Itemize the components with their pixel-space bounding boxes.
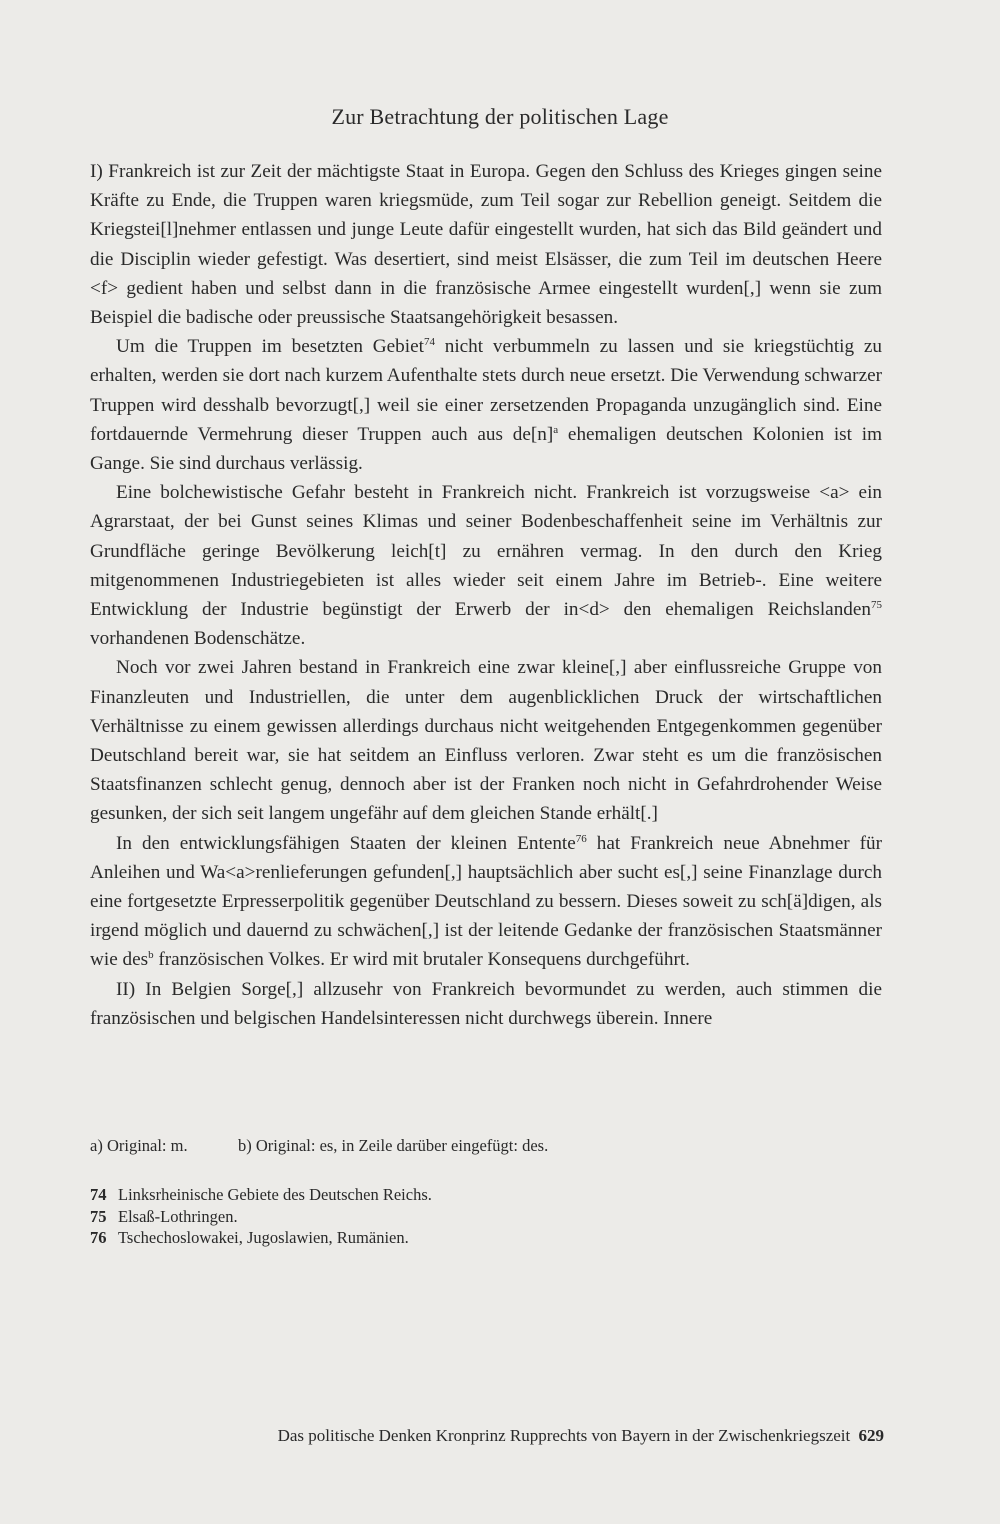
paragraph-2: Um die Truppen im besetzten Gebiet$^{74}$ nicht verbummeln zu lassen und sie kriegstüchtig zu erhalten, werden sie dort nach kurzem Aufenthalte stets durch neue ersetzt. Die Verwendung schwarzer Truppen wird desshalb bevorzugt[,] weil sie einer zersetzenden Propaganda unzugänglich sind. Eine fortdauernde Vermehrung dieser Truppen auch aus $de[n]^a$ ehemaligen deutschen Kolonien ist im Gange. Sie sind durchaus verlässig. bbox=[90, 336, 883, 475]
footnote-ref-75[interactable]: 75 bbox=[871, 599, 882, 612]
text-note-ref-a[interactable]: a bbox=[553, 423, 559, 436]
page-number: 629 bbox=[858, 1426, 884, 1445]
text-note-a: a) Original: m. bbox=[90, 1136, 188, 1155]
paragraph-5: In den entwicklungsfähigen Staaten der kleinen Entente$^{76}$ hat Frankreich neue Abnehmer für Anleihen und Wa<a>renlieferungen gefunden[,] hauptsächlich aber sucht es[,] seine Finanzlage durch eine fortgesetzte Erpresserpolitik gegenüber Deutschland zu bessern. Dieses soweit zu sch[ä]digen, als irgend möglich und dauernd zu schwächen[,] ist der leitende Gedanke der französischen Staatsmänner wie des$^b$ französischen Volkes. Er wird mit brutaler Konsequens durchgeführt. bbox=[90, 832, 883, 971]
text-note-ref-b[interactable]: b bbox=[148, 949, 154, 962]
footnote-75: 75 Elsaß-Lothringen. bbox=[90, 1206, 238, 1226]
footnote-76: 76 Tschechoslowakei, Jugoslawien, Rumänien. bbox=[90, 1228, 409, 1247]
running-title: Das politische Denken Kronprinz Rupprechts von Bayern in der Zwischenkriegszeit bbox=[277, 1426, 851, 1445]
footnote-ref-74[interactable]: 74 bbox=[423, 336, 435, 349]
footnotes bbox=[90, 1184, 882, 1249]
paragraph-6: II) In Belgien Sorge[,] allzusehr von Frankreich bevormundet zu werden, auch stimmen die französischen und belgischen Handelsinteressen nicht durchwegs überein. Innere bbox=[90, 978, 882, 1029]
text-note-b: b) Original: es, in Zeile darüber eingefügt: des. bbox=[238, 1136, 549, 1155]
paragraph-1: I) Frankreich ist zur Zeit der mächtigste Staat in Europa. Gegen den Schluss des Krieges gingen seine Kräfte zu Ende, die Truppen waren kriegsmüde, zum Teil sogar zur Rebellion geneigt. Seitdem die Kriegstei[l]nehmer entlassen und junge Leute dafür eingestellt wurden, hat sich das Bild geändert und die Disciplin wieder gefestigt. Was desertiert, sind meist Elsässer, die zum Teil im deutschen Heere <f> gedient haben und selbst dann in die französische Armee eingestellt wurden[,] wenn sie zum Beispiel die badische oder preussische Staatsangehörigkeit besassen. bbox=[90, 161, 882, 329]
footnote-ref-76[interactable]: 76 bbox=[575, 832, 587, 845]
section-title: Zur Betrachtung der politischen Lage bbox=[331, 104, 669, 129]
page-footer bbox=[278, 1424, 884, 1448]
body-text bbox=[90, 157, 882, 1033]
text-critical-notes bbox=[90, 1135, 882, 1157]
paragraph-3: Eine bolchewistische Gefahr besteht in Frankreich nicht. Frankreich ist vorzugsweise <a> ein Agrarstaat, der bei Gunst seines Klimas und seiner Bodenbeschaffenheit seine im Verhältnis zur Grundfläche geringe Bevölkerung leich[t] zu ernähren vermag. In den durch den Krieg mitgenommenen Industriegebieten ist alles wieder seit einem Jahre im Betrieb-. Eine weitere Entwicklung der Industrie begünstigt der Erwerb der in<d> den ehemaligen Reichslanden$^{75}$ vorhandenen Bodenschätze. bbox=[90, 482, 882, 650]
paragraph-4: Noch vor zwei Jahren bestand in Frankreich eine zwar kleine[,] aber einflussreiche Gruppe von Finanzleuten und Industriellen, die unter dem augenblicklichen Druck der wirtschaftlichen Verhältnisse zu einem gewissen allerdings durchaus nicht weitgehenden Entgegenkommen gegenüber Deutschland bereit war, sie hat seitdem an Einfluss verloren. Zwar steht es um die französischen Staatsfinanzen schlecht genug, dennoch aber ist der Franken noch nicht in Gefahrdrohender Weise gesunken, der sich seit langem ungefähr auf dem gleichen Stande erhält[.] bbox=[90, 657, 882, 825]
footnote-74: 74 Linksrheinische Gebiete des Deutschen Reichs. bbox=[90, 1185, 432, 1204]
